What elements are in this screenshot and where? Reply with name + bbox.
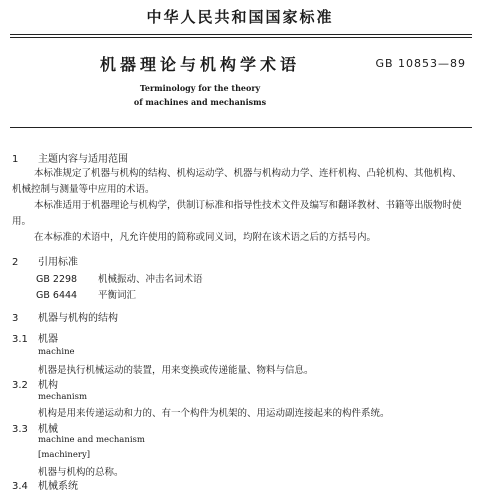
term-3-2-heading (12, 376, 58, 391)
header-rule-top (10, 34, 472, 35)
section-number: 2 (12, 257, 19, 268)
section-1-paragraph-1: 本标准规定了机器与机构的结构、机构运动学、机器与机构动力学、连杆机构、凸轮机构、其他机构、机械控制与测量等中应用的术语。 (12, 168, 462, 195)
english-title-line-1: Terminology for the theory (139, 83, 261, 93)
term-number: 3.3 (12, 424, 28, 435)
section-1-paragraph-2: 本标准适用于机器理论与机构学，供制订标准和指导性技术文件及编写和翻译教材、书籍等出版物时使用。 (12, 200, 462, 227)
document-title: 机器理论与机构学术语 (99, 55, 300, 74)
term-chinese: 机构 (38, 380, 58, 391)
term-3-3-definition: 机器与机构的总称。 (38, 467, 124, 478)
section-title: 引用标准 (38, 257, 78, 268)
header-rule-bottom (10, 37, 472, 38)
reference-name: 机械振动、冲击名词术语 (98, 274, 203, 285)
reference-item (36, 287, 136, 301)
term-3-3-english: machine and mechanism (38, 435, 145, 445)
term-chinese: 机械系统 (38, 481, 78, 492)
section-number: 3 (12, 313, 19, 324)
section-2-heading (12, 253, 78, 268)
term-3-1-definition: 机器是执行机械运动的装置，用来变换或传递能量、物料与信息。 (38, 365, 314, 376)
term-number: 3.2 (12, 380, 28, 391)
section-3-heading (12, 309, 118, 324)
section-1-paragraph-3: 在本标准的术语中，凡允许使用的简称或同义词，均附在该术语之后的方括号内。 (34, 232, 377, 243)
term-3-3-heading (12, 420, 58, 435)
standard-header: 中华人民共和国国家标准 (146, 8, 334, 26)
section-number: 1 (12, 154, 19, 165)
term-chinese: 机器 (38, 334, 58, 345)
reference-code: GB 2298 (36, 274, 78, 285)
section-1-heading (12, 150, 128, 165)
term-3-2-english: mechanism (38, 392, 88, 402)
term-3-2-definition: 机构是用来传递运动和力的、有一个构件为机架的、用运动副连接起来的构件系统。 (38, 408, 390, 419)
term-3-1-english: machine (38, 347, 75, 357)
section-title: 主题内容与适用范围 (38, 154, 128, 165)
title-rule (10, 127, 472, 128)
reference-code: GB 6444 (36, 290, 78, 301)
reference-item (36, 271, 203, 285)
section-title: 机器与机构的结构 (38, 313, 118, 324)
document-number: GB 10853—89 (375, 57, 466, 70)
english-title-line-2: of machines and mechanisms (133, 97, 267, 107)
term-number: 3.1 (12, 334, 28, 345)
term-3-1-heading (12, 330, 58, 345)
term-number: 3.4 (12, 481, 28, 492)
term-3-3-alias: [machinery] (38, 450, 91, 460)
term-chinese: 机械 (38, 424, 58, 435)
reference-name: 平衡词汇 (98, 290, 137, 301)
